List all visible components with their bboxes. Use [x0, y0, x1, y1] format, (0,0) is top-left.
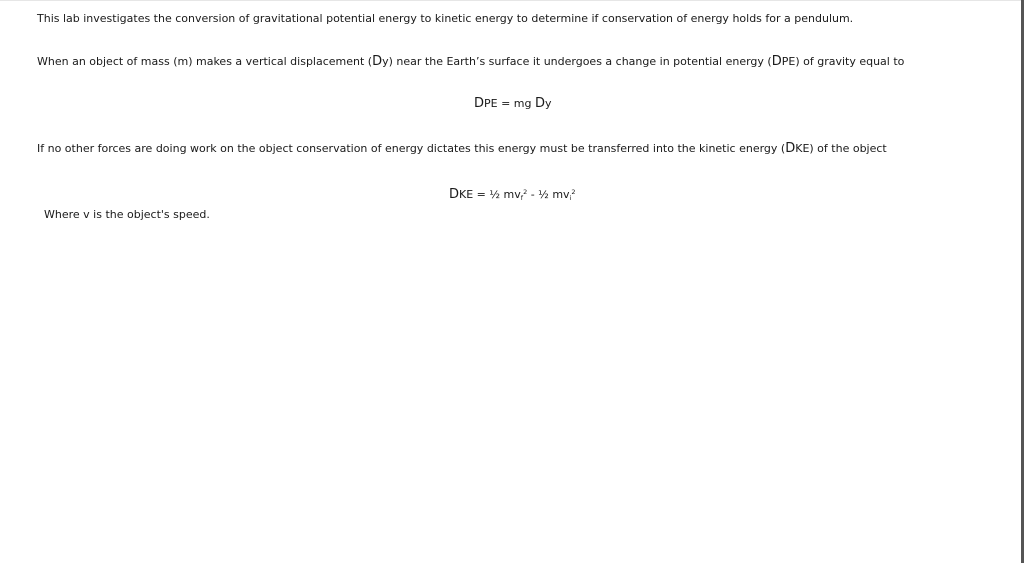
delta-symbol: D	[474, 96, 485, 111]
text: PE) of gravity equal to	[781, 55, 905, 68]
potential-energy-paragraph	[37, 55, 904, 69]
delta-symbol: D	[535, 96, 546, 111]
speed-definition: Where v is the object's speed.	[44, 208, 210, 221]
kinetic-energy-paragraph	[37, 142, 887, 156]
kinetic-energy-equation	[449, 185, 576, 205]
equation-text: - ½ mv	[527, 188, 570, 201]
equation-text: y	[545, 97, 552, 110]
delta-symbol: D	[372, 54, 383, 69]
superscript-squared: 2	[523, 188, 528, 196]
potential-energy-equation	[474, 97, 552, 111]
delta-symbol: D	[771, 54, 782, 69]
text: KE) of the object	[795, 142, 887, 155]
superscript-squared: 2	[571, 188, 576, 196]
intro-paragraph: This lab investigates the conversion of gravitational potential energy to kinetic energy to determine if conservation of energy holds for a pendulum.	[37, 12, 854, 25]
subscript-initial: i	[569, 194, 572, 202]
text: When an object of mass (m) makes a vertical displacement (	[37, 55, 373, 68]
top-border	[0, 0, 1024, 1]
text: If no other forces are doing work on the object conservation of energy dictates this energy must be transferred into the kinetic energy (	[37, 142, 786, 155]
text: y) near the Earth’s surface it undergoes a change in potential energy (	[382, 55, 772, 68]
equation-text: PE = mg	[484, 97, 536, 110]
delta-symbol: D	[449, 187, 460, 202]
delta-symbol: D	[785, 141, 796, 156]
equation-text: KE = ½ mv	[459, 188, 521, 201]
subscript-final: f	[520, 194, 524, 202]
